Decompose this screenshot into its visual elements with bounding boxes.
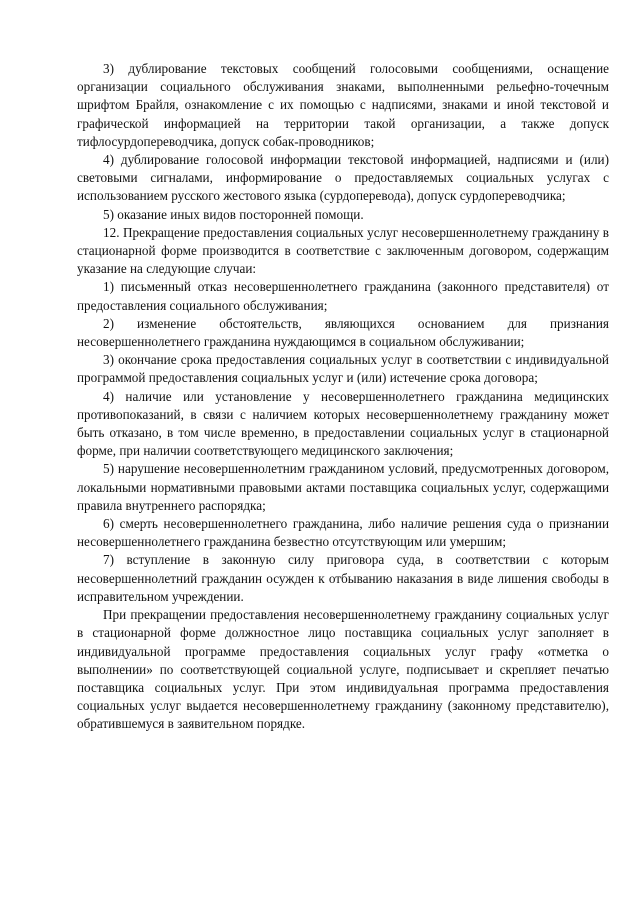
paragraph-case-4-contraindications: 4) наличие или установление у несовершеннолетнего гражданина медицинских противопоказаний, в связи с наличием которых несовершеннолетнему гражданину может быть отказано, в том числе временно, в предоставлении социальных услуг в стационарной форме, при наличии соответствующего медицинского заключения; bbox=[77, 388, 609, 459]
paragraph-case-5-violation: 5) нарушение несовершеннолетним гражданином условий, предусмотренных договором, локальными нормативными правовыми актами поставщика социальных услуг, содержащими правила внутреннего распорядка; bbox=[77, 461, 609, 513]
paragraph-item-4-sign-language: 4) дублирование голосовой информации текстовой информацией, надписями и (или) световыми сигналами, информирование о предоставляемых социальных услугах с использованием русского жестового языка (сурдоперевода), допуск сурдопереводчика; bbox=[77, 152, 609, 204]
paragraph-case-1-refusal: 1) письменный отказ несовершеннолетнего гражданина (законного представителя) от предоставления социального обслуживания; bbox=[77, 279, 609, 313]
paragraph-item-3-braille: 3) дублирование текстовых сообщений голосовыми сообщениями, оснащение организации социального обслуживания знаками, выполненными рельефно-точечным шрифтом Брайля, ознакомление с их помощью с надписями, знаками и иной текстовой и графической информацией на территории такой организации, а также допуск тифлосурдопереводчика, допуск собак-проводников; bbox=[77, 61, 609, 149]
paragraph-item-5-other-help: 5) оказание иных видов посторонней помощи. bbox=[103, 206, 364, 222]
paragraph-termination-procedure: При прекращении предоставления несовершеннолетнему гражданину социальных услуг в стационарной форме должностное лицо поставщика социальных услуг заполняет в индивидуальной программе предоставления социальных услуг графу «отметка о выполнении» по соответствующей социальной услуге, подписывает и скрепляет печатью поставщика социальных услуг. При этом индивидуальная программа предоставления социальных услуг выдается несовершеннолетнему гражданину (законному представителю), обратившемуся в заявительном порядке. bbox=[77, 607, 609, 732]
paragraph-case-7-sentence: 7) вступление в законную силу приговора суда, в соответствии с которым несовершеннолетний гражданин осужден к отбыванию наказания в виде лишения свободы в исправительном учреждении. bbox=[77, 552, 609, 604]
document-page bbox=[77, 60, 609, 734]
paragraph-section-12: 12. Прекращение предоставления социальных услуг несовершеннолетнему гражданину в стационарной форме производится в соответствие с заключенным договором, содержащим указание на следующие случаи: bbox=[77, 224, 609, 277]
paragraph-case-3-term-end: 3) окончание срока предоставления социальных услуг в соответствии с индивидуальной программой предоставления социальных услуг и (или) истечение срока договора; bbox=[77, 352, 609, 386]
paragraph-case-6-death: 6) смерть несовершеннолетнего гражданина, либо наличие решения суда о признании несовершеннолетнего гражданина безвестно отсутствующим или умершим; bbox=[77, 516, 609, 550]
paragraph-case-2-circumstances: 2) изменение обстоятельств, являющихся основанием для признания несовершеннолетнего гражданина нуждающимся в социальном обслуживании; bbox=[77, 315, 609, 350]
